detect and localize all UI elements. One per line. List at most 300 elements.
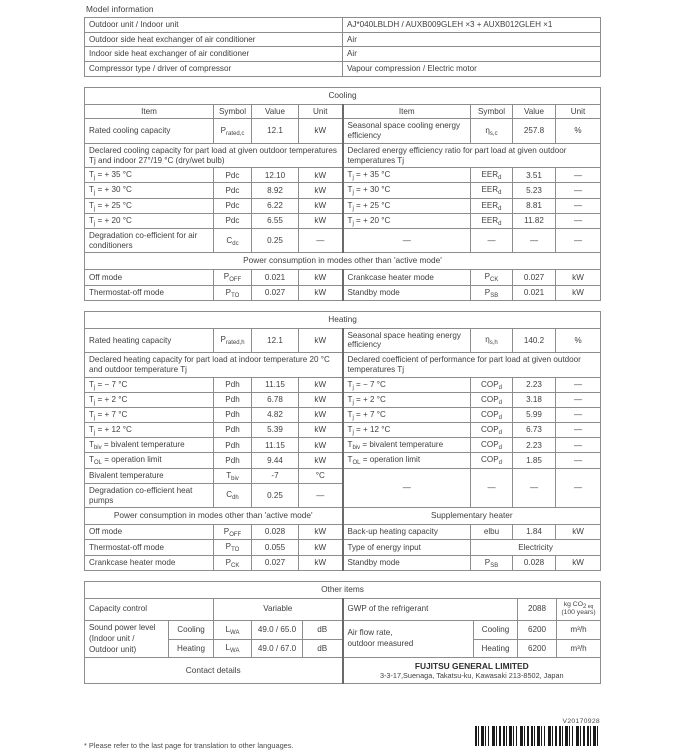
model-information-table (84, 17, 601, 77)
symbol-base: P (225, 557, 232, 567)
cooling-section-header-row (85, 87, 601, 104)
seasonal-heating-efficiency-unit: % (556, 328, 601, 352)
cooling-symbol: Pdc (214, 198, 252, 213)
air-flow-rate-label (343, 620, 474, 658)
col-header-value: Value (252, 104, 299, 119)
temp-rest: = + 7 °C (95, 409, 128, 419)
standby-mode-value: 0.021 (513, 285, 556, 300)
heating-rated-row (85, 328, 601, 352)
cop-symbol (471, 407, 513, 422)
temp-rest: = − 7 °C (353, 379, 386, 389)
off-mode-value: 0.028 (252, 525, 299, 540)
heating-table (84, 311, 601, 571)
cooling-column-header-row (85, 104, 601, 119)
eer-value: 11.82 (513, 213, 556, 228)
eer-unit: — (556, 183, 601, 198)
eer-symbol (471, 183, 513, 198)
model-info-value: Vapour compression / Electric motor (343, 62, 601, 77)
cooling-unit: kW (299, 183, 343, 198)
temp-subscript: j (93, 205, 96, 212)
heating-temp-label (85, 392, 214, 407)
temp-base: T (347, 440, 353, 450)
symbol-base: P (220, 335, 226, 345)
cop-temp-label (343, 423, 471, 438)
model-information-heading: Model information (86, 4, 154, 14)
rated-cooling-capacity-unit: kW (299, 119, 343, 143)
cop-symbol (471, 438, 513, 453)
symbol-subscript: WA (230, 629, 240, 636)
barcode (475, 726, 600, 746)
heating-unit: kW (299, 377, 343, 392)
temp-rest: = + 35 °C (95, 170, 132, 180)
thermostat-off-mode-symbol (214, 285, 252, 300)
cooling-temp-label (85, 198, 214, 213)
temp-rest: = + 12 °C (95, 425, 132, 435)
temp-subscript: j (93, 220, 96, 227)
table-row (85, 377, 601, 392)
temp-base: T (347, 215, 353, 225)
sound-power-heating-mode: Heating (169, 639, 214, 658)
eer-unit: — (556, 198, 601, 213)
cooling-declared-title-row (85, 143, 601, 167)
temp-rest: = + 7 °C (353, 409, 386, 419)
other-items-section-header-row (85, 581, 601, 598)
air-flow-cooling-mode: Cooling (474, 620, 518, 639)
heating-temp-label (85, 438, 214, 453)
symbol-base: EER (481, 170, 499, 180)
symbol-subscript: d (498, 445, 502, 452)
temp-rest: = operation limit (360, 455, 421, 465)
eer-temp-label (343, 213, 471, 228)
model-info-label: Indoor side heat exchanger of air conditioner (85, 47, 343, 62)
symbol-subscript: s,h (489, 340, 498, 347)
symbol-subscript: d (498, 205, 502, 212)
degradation-coefficient-label: Degradation co-efficient for air conditioners (85, 229, 214, 253)
temp-base: T (89, 409, 94, 419)
temp-base: T (89, 170, 94, 180)
gwp-unit-years: (100 years) (561, 609, 596, 617)
temp-rest: = + 2 °C (95, 394, 128, 404)
col-header-symbol: Symbol (471, 104, 513, 119)
table-row (85, 525, 601, 540)
cooling-unit: kW (299, 198, 343, 213)
symbol-base: P (225, 287, 232, 297)
thermostat-off-mode-unit: kW (299, 540, 343, 555)
symbol-subscript: SB (490, 562, 499, 569)
rated-cooling-capacity-label: Rated cooling capacity (85, 119, 214, 143)
col-header-symbol: Symbol (214, 104, 252, 119)
sound-power-cooling-row (85, 620, 601, 639)
table-row (85, 407, 601, 422)
cooling-symbol: Pdc (214, 213, 252, 228)
cop-unit: — (556, 438, 601, 453)
rated-cooling-capacity-symbol (214, 119, 252, 143)
standby-mode-label: Standby mode (343, 285, 471, 300)
spacer (84, 571, 600, 581)
supplementary-heater-title: Supplementary heater (343, 508, 601, 525)
crankcase-heater-mode-label: Crankcase heater mode (85, 555, 214, 570)
crankcase-heater-mode-unit: kW (556, 270, 601, 285)
sound-power-label-line1: Sound power level (89, 622, 156, 632)
heating-declared-title-row (85, 353, 601, 377)
cop-value: 2.23 (513, 438, 556, 453)
cooling-symbol: Pdc (214, 168, 252, 183)
temp-rest: = + 30 °C (353, 185, 391, 195)
sound-power-level-label (85, 620, 169, 658)
temp-base: T (89, 455, 94, 465)
heating-unit: kW (299, 392, 343, 407)
air-flow-heating-value: 6200 (518, 639, 557, 658)
declared-heating-capacity-title: Declared heating capacity for part load at indoor temperature 20 °C and outdoor temperature Tj (85, 353, 343, 377)
symbol-subscript: d (498, 384, 502, 391)
cop-unit: — (556, 377, 601, 392)
temp-subscript: j (352, 430, 354, 437)
cop-value: 6.73 (513, 423, 556, 438)
col-header-unit: Unit (299, 104, 343, 119)
heating-symbol: Pdh (214, 392, 252, 407)
heating-value: 5.39 (252, 423, 299, 438)
off-mode-unit: kW (299, 525, 343, 540)
temp-base: T (347, 185, 353, 195)
version-code: V20170928 (562, 718, 600, 725)
temp-subscript: j (352, 205, 354, 212)
heating-temp-label (85, 377, 214, 392)
symbol-subscript: TO (231, 292, 240, 299)
off-mode-symbol (214, 525, 252, 540)
cooling-degradation-row (85, 229, 601, 253)
empty-cell: — (471, 229, 513, 253)
cooling-value: 8.92 (252, 183, 299, 198)
symbol-subscript: rated,h (225, 340, 245, 347)
rated-heating-capacity-unit: kW (299, 328, 343, 352)
model-info-value: AJ*040LBLDH / AUXB009GLEH ×3 + AUXB012GLEH ×1 (343, 18, 601, 33)
temp-rest: = − 7 °C (95, 379, 128, 389)
heating-unit: kW (299, 423, 343, 438)
symbol-base: P (223, 272, 230, 282)
temp-base: T (347, 170, 353, 180)
temp-subscript: OL (352, 460, 361, 467)
model-info-value: Air (343, 47, 601, 62)
cop-value: 1.85 (513, 453, 556, 468)
datasheet-page (84, 0, 600, 684)
company-name: FUJITSU GENERAL LIMITED (414, 661, 529, 672)
cooling-temp-label (85, 213, 214, 228)
rated-heating-capacity-value: 12.1 (252, 328, 299, 352)
eer-unit: — (556, 168, 601, 183)
degradation-coefficient-heat-pumps-value: 0.25 (252, 483, 299, 507)
air-flow-heating-mode: Heating (474, 639, 518, 658)
symbol-subscript: d (498, 399, 502, 406)
degradation-coefficient-heat-pumps-label: Degradation co-efficient heat pumps (85, 483, 214, 507)
temp-base: T (89, 425, 94, 435)
temp-base: T (347, 379, 353, 389)
degradation-coefficient-symbol (214, 229, 252, 253)
heating-symbol: Pdh (214, 453, 252, 468)
temp-base: T (347, 394, 353, 404)
table-row (85, 213, 601, 228)
temp-subscript: biv (93, 445, 102, 452)
col-header-item: Item (85, 104, 214, 119)
empty-cell: — (343, 229, 471, 253)
heating-temp-label (85, 453, 214, 468)
temp-subscript: j (352, 220, 354, 227)
symbol-subscript: s,c (489, 131, 498, 138)
temp-subscript: j (352, 384, 354, 391)
temp-base: T (89, 200, 94, 210)
seasonal-heating-efficiency-value: 140.2 (513, 328, 556, 352)
eer-unit: — (556, 213, 601, 228)
sound-power-cooling-symbol (214, 620, 252, 639)
cooling-table (84, 87, 601, 301)
table-row (85, 285, 601, 300)
air-flow-cooling-unit: m³/h (557, 620, 601, 639)
temp-subscript: j (93, 430, 96, 437)
type-of-energy-input-label: Type of energy input (343, 540, 471, 555)
standby-mode-label: Standby mode (343, 555, 471, 570)
other-items-section-title: Other items (85, 581, 601, 598)
table-row (85, 392, 601, 407)
symbol-subscript: OFF (229, 532, 242, 539)
cop-symbol (471, 392, 513, 407)
degradation-coefficient-value: 0.25 (252, 229, 299, 253)
backup-heating-capacity-unit: kW (556, 525, 601, 540)
symbol-subscript: dc (232, 240, 239, 247)
symbol-base: EER (481, 185, 499, 195)
heating-unit: kW (299, 453, 343, 468)
gwp-label: GWP of the refrigerant (343, 598, 518, 620)
symbol-subscript: dh (232, 495, 239, 502)
cooling-unit: kW (299, 168, 343, 183)
temp-rest: = + 25 °C (95, 200, 132, 210)
cop-temp-label (343, 407, 471, 422)
sound-power-label-line3: Outdoor unit) (89, 644, 137, 654)
table-row (85, 423, 601, 438)
heating-section-title: Heating (85, 311, 601, 328)
cop-value: 2.23 (513, 377, 556, 392)
symbol-base: P (223, 527, 230, 537)
sound-power-heating-unit: dB (303, 639, 343, 658)
heating-unit: kW (299, 438, 343, 453)
table-row (85, 198, 601, 213)
seasonal-cooling-efficiency-value: 257.8 (513, 119, 556, 143)
symbol-subscript: biv (231, 475, 239, 482)
cooling-rated-row (85, 119, 601, 143)
thermostat-off-mode-value: 0.055 (252, 540, 299, 555)
backup-heating-capacity-symbol: elbu (471, 525, 513, 540)
thermostat-off-mode-value: 0.027 (252, 285, 299, 300)
table-row (85, 183, 601, 198)
heating-unit: kW (299, 407, 343, 422)
eer-temp-label (343, 198, 471, 213)
temp-subscript: j (352, 399, 354, 406)
translation-footnote: * Please refer to the last page for translation to other languages. (84, 741, 294, 750)
heating-value: 4.82 (252, 407, 299, 422)
cooling-value: 12.10 (252, 168, 299, 183)
cop-temp-label (343, 453, 471, 468)
gwp-unit-eq: eq (586, 603, 594, 610)
temp-rest: = + 2 °C (353, 394, 386, 404)
eer-temp-label (343, 183, 471, 198)
empty-cell: — (513, 229, 556, 253)
cop-temp-label (343, 377, 471, 392)
symbol-base: L (225, 624, 231, 634)
bivalent-temperature-unit: °C (299, 468, 343, 483)
off-mode-label: Off mode (85, 270, 214, 285)
crankcase-heater-mode-symbol (214, 555, 252, 570)
off-mode-label: Off mode (85, 525, 214, 540)
temp-subscript: j (93, 399, 96, 406)
symbol-subscript: d (498, 430, 502, 437)
symbol-base: COP (481, 455, 499, 465)
heating-symbol: Pdh (214, 423, 252, 438)
gwp-value: 2088 (518, 598, 557, 620)
symbol-subscript: rated,c (226, 131, 245, 138)
symbol-subscript: WA (230, 648, 240, 655)
sound-power-heating-symbol (214, 639, 252, 658)
air-flow-cooling-value: 6200 (518, 620, 557, 639)
bivalent-temperature-row (85, 468, 601, 483)
declared-eer-title: Declared energy efficiency ratio for part load at given outdoor temperatures Tj (343, 143, 601, 167)
standby-mode-unit: kW (556, 285, 601, 300)
temp-subscript: biv (352, 445, 361, 452)
temp-rest: = bivalent temperature (101, 440, 185, 450)
symbol-base: COP (481, 379, 499, 389)
backup-heating-capacity-value: 1.84 (513, 525, 556, 540)
temp-rest: = + 20 °C (353, 215, 391, 225)
table-row (85, 270, 601, 285)
spacer (84, 301, 600, 311)
temp-rest: = operation limit (101, 455, 162, 465)
symbol-base: COP (481, 425, 499, 435)
temp-subscript: OL (93, 460, 102, 467)
thermostat-off-mode-unit: kW (299, 285, 343, 300)
symbol-base: C (226, 235, 233, 245)
gwp-unit-subscript: 2 (582, 603, 587, 610)
table-row (85, 438, 601, 453)
cop-unit: — (556, 423, 601, 438)
symbol-base: P (225, 542, 232, 552)
symbol-base: P (484, 287, 491, 297)
rated-heating-capacity-symbol (214, 328, 252, 352)
crankcase-heater-mode-label: Crankcase heater mode (343, 270, 471, 285)
empty-cell: — (556, 468, 601, 508)
symbol-base: T (226, 470, 232, 480)
cop-temp-label (343, 438, 471, 453)
crankcase-heater-mode-unit: kW (299, 555, 343, 570)
sound-power-heating-value: 49.0 / 67.0 (252, 639, 303, 658)
col-header-value: Value (513, 104, 556, 119)
off-mode-value: 0.021 (252, 270, 299, 285)
air-flow-heating-unit: m³/h (557, 639, 601, 658)
other-items-table (84, 581, 601, 685)
backup-heating-capacity-label: Back-up heating capacity (343, 525, 471, 540)
contact-details-value (343, 658, 601, 684)
heating-value: 11.15 (252, 377, 299, 392)
air-flow-label-line2: outdoor measured (347, 639, 414, 649)
symbol-base: COP (481, 409, 499, 419)
rated-cooling-capacity-value: 12.1 (252, 119, 299, 143)
cop-symbol (471, 423, 513, 438)
empty-cell: — (343, 468, 471, 508)
symbol-subscript: CK (231, 562, 240, 569)
eer-value: 5.23 (513, 183, 556, 198)
temp-subscript: j (93, 414, 96, 421)
cooling-temp-label (85, 168, 214, 183)
heating-temp-label (85, 423, 214, 438)
bivalent-temperature-label: Bivalent temperature (85, 468, 214, 483)
model-info-label: Compressor type / driver of compressor (85, 62, 343, 77)
cop-symbol (471, 377, 513, 392)
temp-subscript: j (352, 414, 354, 421)
seasonal-cooling-efficiency-label: Seasonal space cooling energy efficiency (343, 119, 471, 143)
heating-temp-label (85, 407, 214, 422)
temp-base: T (89, 440, 94, 450)
table-row (85, 32, 601, 47)
capacity-control-row (85, 598, 601, 620)
symbol-subscript: OFF (229, 277, 242, 284)
cop-unit: — (556, 392, 601, 407)
heating-value: 6.78 (252, 392, 299, 407)
cop-temp-label (343, 392, 471, 407)
model-info-value: Air (343, 32, 601, 47)
heating-symbol: Pdh (214, 438, 252, 453)
cooling-temp-label (85, 183, 214, 198)
seasonal-cooling-efficiency-symbol (471, 119, 513, 143)
symbol-base: η (485, 335, 490, 345)
empty-cell: — (513, 468, 556, 508)
heating-section-header-row (85, 311, 601, 328)
thermostat-off-mode-label: Thermostat-off mode (85, 285, 214, 300)
temp-base: T (89, 215, 94, 225)
temp-subscript: j (93, 190, 96, 197)
temp-rest: = + 25 °C (353, 200, 391, 210)
capacity-control-value: Variable (214, 598, 343, 620)
table-row (85, 555, 601, 570)
symbol-base: EER (481, 215, 499, 225)
table-row (85, 18, 601, 33)
cooling-unit: kW (299, 213, 343, 228)
sound-power-cooling-unit: dB (303, 620, 343, 639)
symbol-base: COP (481, 440, 499, 450)
temp-rest: = + 35 °C (353, 170, 391, 180)
eer-value: 3.51 (513, 168, 556, 183)
cooling-section-title: Cooling (85, 87, 601, 104)
standby-mode-symbol (471, 555, 513, 570)
empty-cell: — (471, 468, 513, 508)
col-header-unit: Unit (556, 104, 601, 119)
crankcase-heater-mode-value: 0.027 (513, 270, 556, 285)
company-address: 3-3-17,Suenaga, Takatsu-ku, Kawasaki 213-8502, Japan (379, 670, 564, 680)
gwp-unit (557, 598, 601, 620)
temp-subscript: j (93, 384, 96, 391)
temp-base: T (89, 379, 94, 389)
thermostat-off-mode-label: Thermostat-off mode (85, 540, 214, 555)
eer-symbol (471, 213, 513, 228)
contact-details-label: Contact details (85, 658, 343, 684)
temp-subscript: j (93, 175, 96, 182)
air-flow-label-line1: Air flow rate, (347, 628, 393, 638)
table-row (85, 47, 601, 62)
standby-mode-value: 0.028 (513, 555, 556, 570)
empty-cell: — (556, 229, 601, 253)
heating-value: 9.44 (252, 453, 299, 468)
temp-rest: = + 20 °C (95, 215, 132, 225)
symbol-base: EER (481, 200, 499, 210)
temp-subscript: j (352, 190, 354, 197)
standby-mode-symbol (471, 285, 513, 300)
sound-power-label-line2: (Indoor unit / (89, 633, 135, 643)
cop-symbol (471, 453, 513, 468)
